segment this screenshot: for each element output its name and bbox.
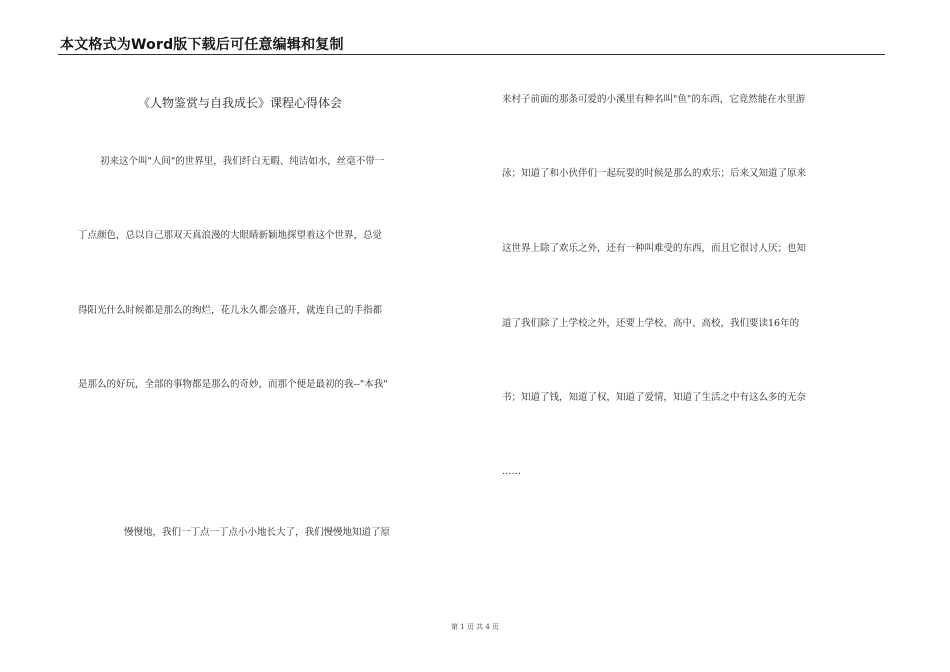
paragraph-line: 道了我们除了上学校之外，还要上学校、高中、高校，我们要读16年的 (502, 318, 800, 329)
paragraph-line: 这世界上除了欢乐之外，还有一种叫难受的东西，而且它很讨人厌；也知 (502, 243, 807, 254)
paragraph-line: 丁点颜色，总以自己那双天真浪漫的大眼睛新颖地探望着这个世界，总觉 (78, 230, 383, 241)
paragraph-line: 是那么的好玩，全部的事物都是那么的奇妙，而那个便是最初的我--"本我" (78, 379, 388, 390)
paragraph-line: …… (502, 466, 521, 477)
paragraph-line: 书；知道了钱，知道了权，知道了爱情，知道了生活之中有这么多的无奈 (502, 392, 807, 403)
header-title: 本文格式为Word版下载后可任意编辑和复制 (60, 37, 344, 53)
header-divider (58, 54, 885, 55)
paragraph-line: 初来这个叫"人间"的世界里，我们纤白无暇、纯洁如水，丝毫不带一 (100, 156, 385, 167)
page-number: 第 1 页 共 4 页 (450, 623, 500, 631)
paragraph-line: 来村子前面的那条可爱的小溪里有种名叫"鱼"的东西，它竟然能在水里游 (502, 94, 806, 105)
paragraph-line: 泳；知道了和小伙伴们一起玩耍的时候是那么的欢乐；后来又知道了原来 (502, 168, 807, 179)
document-title: 《人物鉴赏与自我成长》课程心得体会 (137, 96, 342, 110)
paragraph-line: 得阳光什么时候都是那么的绚烂，花儿永久都会盛开，就连自己的手指都 (78, 305, 383, 316)
paragraph-line: 慢慢地，我们一丁点一丁点小小地长大了，我们慢慢地知道了原 (124, 527, 391, 538)
